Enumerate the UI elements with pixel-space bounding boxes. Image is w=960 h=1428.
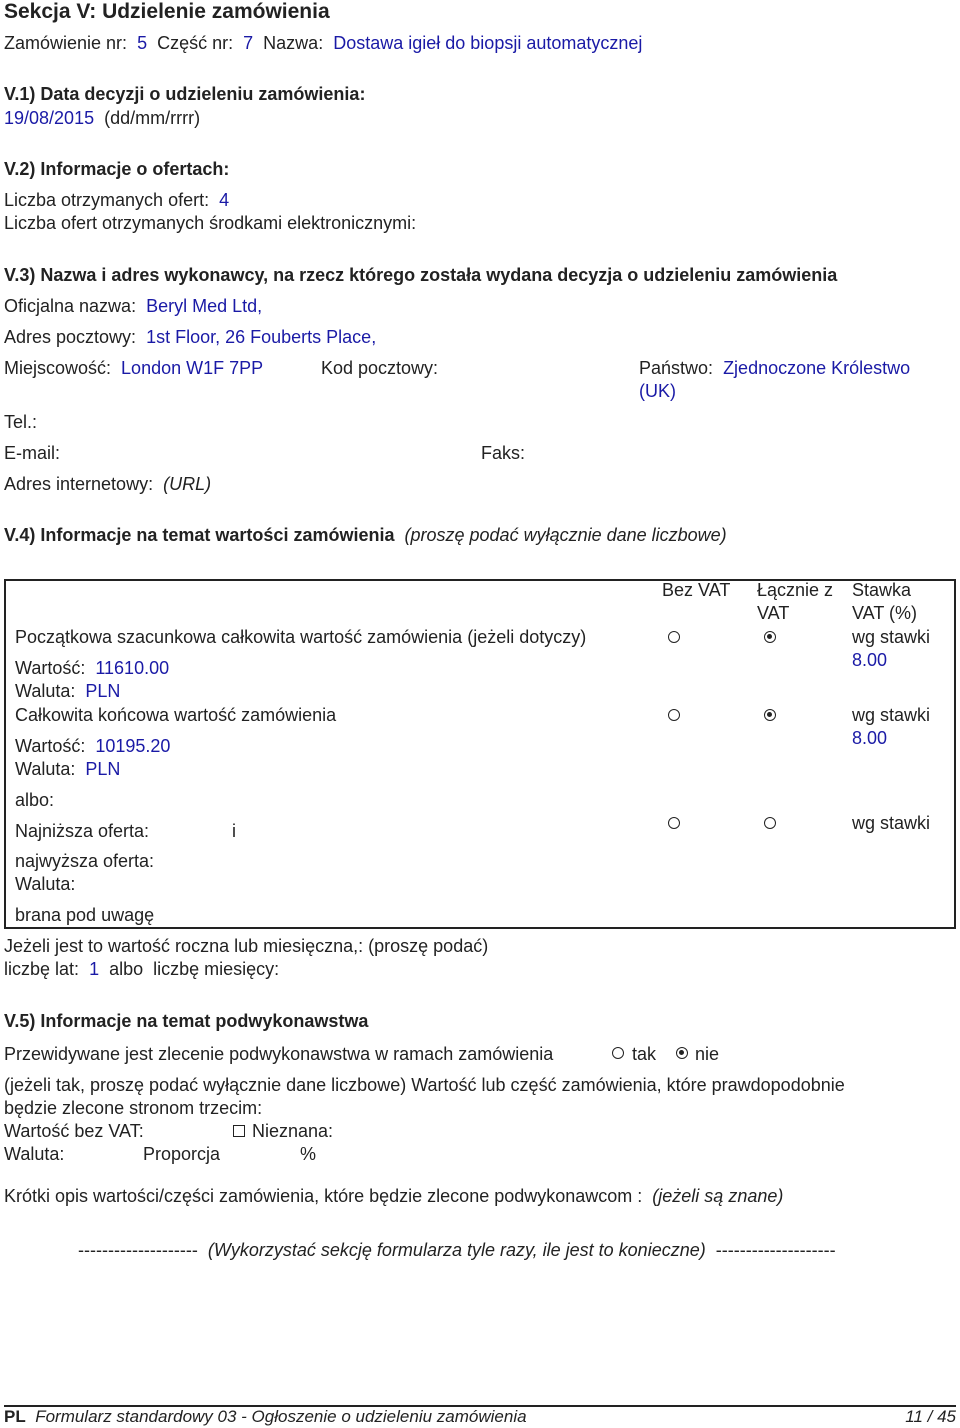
v3-heading: V.3) Nazwa i adres wykonawcy, na rzecz którego została wydana decyzja o udzieleniu zamówienia — [4, 265, 838, 285]
col-lacznie-1: Łącznie z — [757, 580, 834, 600]
www-hint: (URL) — [163, 474, 212, 494]
order-nr-label: Zamówienie nr: — [4, 33, 128, 53]
order-nr: 5 — [137, 33, 148, 53]
final-lacznie-vat-radio-icon[interactable] — [764, 709, 776, 721]
initial-value-label-small: Wartość: — [15, 658, 86, 678]
final-currency-line — [15, 759, 120, 780]
v2-heading: V.2) Informacje o ofertach: — [4, 159, 230, 179]
initial-value-line — [15, 658, 169, 679]
lowest-offer-label: Najniższa oferta: — [15, 821, 150, 841]
initial-currency: PLN — [85, 681, 121, 701]
col-stawka-1: Stawka — [852, 580, 912, 600]
range-rate-label: wg stawki — [852, 813, 931, 833]
final-rate: 8.00 — [852, 728, 888, 748]
col-stawka-2: VAT (%) — [852, 603, 918, 623]
initial-currency-line — [15, 681, 120, 702]
final-bez-vat-radio-icon[interactable] — [668, 709, 680, 721]
city-label: Miejscowość: — [4, 358, 112, 378]
offers-count: 4 — [219, 190, 230, 210]
date-format: (dd/mm/rrrr) — [104, 108, 201, 128]
proportion-label: Proporcja — [143, 1144, 221, 1164]
official-name-label: Oficjalna nazwa: — [4, 296, 137, 316]
months-label: liczbę miesięcy: — [153, 959, 280, 979]
order-part: 7 — [243, 33, 254, 53]
annual-monthly-text: Jeżeli jest to wartość roczna lub miesięczna,: (proszę podać) — [4, 936, 489, 956]
final-rate-label: wg stawki — [852, 705, 931, 725]
range-lacznie-vat-radio-icon[interactable] — [764, 817, 776, 829]
unknown-label: Nieznana: — [252, 1121, 334, 1141]
order-name: Dostawa igieł do biopsji automatycznej — [333, 33, 643, 53]
or-small: albo — [109, 959, 144, 979]
years: 1 — [89, 959, 100, 979]
short-desc-hint: (jeżeli są znane) — [652, 1186, 784, 1206]
subcontract-no-label: nie — [695, 1044, 720, 1064]
initial-value: 11610.00 — [95, 658, 170, 678]
subcontract-info-1: (jeżeli tak, proszę podać wyłącznie dane liczbowe) Wartość lub część zamówienia, które prawdopodobnie — [4, 1075, 845, 1095]
duration-line — [4, 959, 279, 980]
v5-heading: V.5) Informacje na temat podwykonawstwa — [4, 1011, 369, 1031]
or-label: albo: — [15, 790, 55, 810]
initial-rate: 8.00 — [852, 650, 888, 670]
country: Zjednoczone Królestwo — [723, 358, 911, 378]
footer-lang: PL — [4, 1407, 26, 1426]
final-currency-label: Waluta: — [15, 759, 76, 779]
range-bez-vat-radio-icon[interactable] — [668, 817, 680, 829]
value-ex-vat-label: Wartość bez VAT: — [4, 1121, 144, 1141]
final-currency: PLN — [85, 759, 121, 779]
v4-heading: V.4) Informacje na temat wartości zamówienia — [4, 525, 395, 545]
repeat-text: (Wykorzystać sekcję formularza tyle razy, ile jest to konieczne) — [207, 1240, 706, 1260]
offers-line — [4, 190, 229, 211]
initial-value-label: Początkowa szacunkowa całkowita wartość zamówienia (jeżeli dotyczy) — [15, 627, 587, 647]
final-value-label: Całkowita końcowa wartość zamówienia — [15, 705, 337, 725]
official-name: Beryl Med Ltd, — [146, 296, 263, 316]
fax-label: Faks: — [481, 443, 526, 463]
order-part-label: Część nr: — [157, 33, 234, 53]
subcontract-info-2: będzie zlecone stronom trzecim: — [4, 1098, 263, 1118]
initial-currency-label: Waluta: — [15, 681, 76, 701]
electronic-offers-label: Liczba ofert otrzymanych środkami elektronicznymi: — [4, 213, 417, 233]
footer-form: Formularz standardowy 03 - Ogłoszenie o udzieleniu zamówienia — [35, 1407, 527, 1426]
city-line — [4, 358, 263, 379]
short-desc-label: Krótki opis wartości/części zamówienia, które będzie zlecone podwykonawcom : — [4, 1186, 643, 1206]
final-value-line — [15, 736, 170, 757]
repeat-note — [78, 1240, 836, 1261]
percent-sign: % — [300, 1144, 317, 1164]
footer-page: 11 / 45 — [905, 1407, 956, 1426]
country-line — [639, 358, 910, 379]
footer-line — [4, 1407, 527, 1427]
subcontract-question: Przewidywane jest zlecenie podwykonawstwa w ramach zamówienia — [4, 1044, 554, 1064]
initial-rate-label: wg stawki — [852, 627, 931, 647]
decision-date-line — [4, 108, 200, 129]
final-value-label-small: Wartość: — [15, 736, 86, 756]
short-desc-line — [4, 1186, 783, 1207]
postal-address: 1st Floor, 26 Fouberts Place, — [146, 327, 377, 347]
order-line — [4, 33, 642, 54]
highest-offer-label: najwyższa oferta: — [15, 851, 155, 871]
unknown-checkbox-icon[interactable] — [233, 1125, 245, 1137]
offers-label: Liczba otrzymanych ofert: — [4, 190, 210, 210]
postal-address-label: Adres pocztowy: — [4, 327, 137, 347]
city: London W1F 7PP — [121, 358, 264, 378]
repeat-dashes-right: -------------------- — [715, 1240, 836, 1260]
subcontract-no-radio-icon[interactable] — [676, 1047, 688, 1059]
www-label: Adres internetowy: — [4, 474, 154, 494]
considered-label: brana pod uwagę — [15, 905, 155, 925]
col-lacznie-2: VAT — [757, 603, 790, 623]
decision-date: 19/08/2015 — [4, 108, 95, 128]
tel-label: Tel.: — [4, 412, 38, 432]
www-line — [4, 474, 211, 495]
initial-bez-vat-radio-icon[interactable] — [668, 631, 680, 643]
section-title: Sekcja V: Udzielenie zamówienia — [4, 0, 330, 23]
order-name-label: Nazwa: — [263, 33, 324, 53]
country-code: (UK) — [639, 381, 676, 401]
subcontract-currency-label: Waluta: — [4, 1144, 65, 1164]
final-value: 10195.20 — [95, 736, 171, 756]
official-name-line — [4, 296, 262, 317]
subcontract-yes-radio-icon[interactable] — [612, 1047, 624, 1059]
col-bez-vat: Bez VAT — [662, 580, 731, 600]
country-label: Państwo: — [639, 358, 714, 378]
v1-heading: V.1) Data decyzji o udzieleniu zamówienia: — [4, 84, 366, 104]
postcode-label: Kod pocztowy: — [321, 358, 439, 378]
v4-hint: (proszę podać wyłącznie dane liczbowe) — [404, 525, 727, 545]
postal-address-line — [4, 327, 376, 348]
initial-lacznie-vat-radio-icon[interactable] — [764, 631, 776, 643]
range-currency-label: Waluta: — [15, 874, 76, 894]
repeat-dashes-left: -------------------- — [78, 1240, 198, 1260]
subcontract-yes-label: tak — [632, 1044, 657, 1064]
years-label: liczbę lat: — [4, 959, 80, 979]
v4-heading-line — [4, 525, 727, 546]
and-label: i — [232, 821, 236, 841]
email-label: E-mail: — [4, 443, 61, 463]
